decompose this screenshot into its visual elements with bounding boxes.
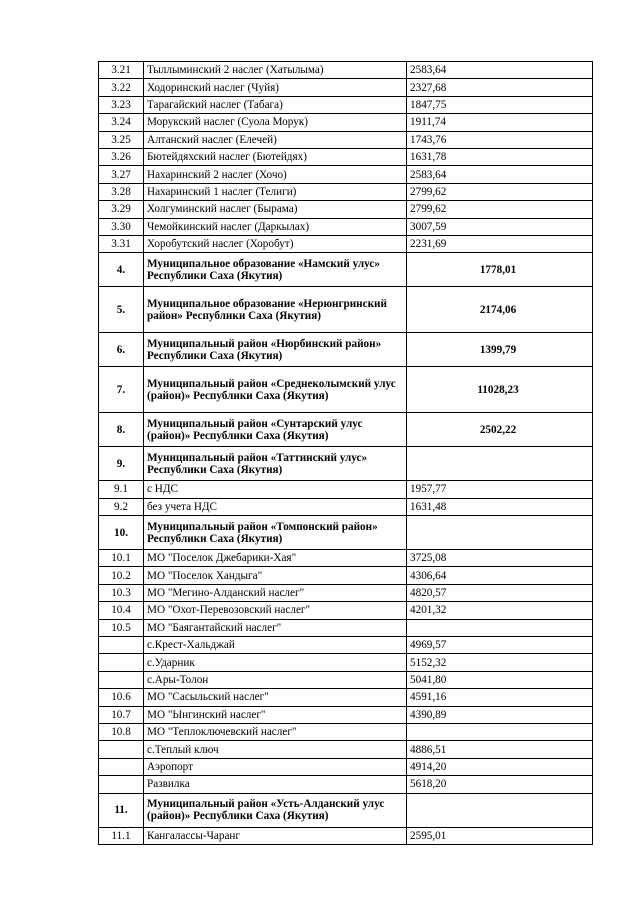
row-value: 1631,48 xyxy=(407,498,593,515)
row-number: 3.28 xyxy=(99,183,144,200)
row-value xyxy=(407,619,593,636)
row-name: МО "Теплоключевский наслег" xyxy=(144,723,407,740)
row-value: 2327,68 xyxy=(407,79,593,96)
row-value: 3007,59 xyxy=(407,218,593,235)
row-name: МО "Поселок Джебарики-Хая" xyxy=(144,550,407,567)
table-row xyxy=(99,619,593,636)
table-row xyxy=(99,516,593,550)
table-row xyxy=(99,706,593,723)
table-row xyxy=(99,333,593,367)
row-value: 2174,06 xyxy=(407,287,593,333)
table-row xyxy=(99,447,593,481)
table-row xyxy=(99,367,593,413)
tariff-table xyxy=(98,61,593,845)
row-value: 1847,75 xyxy=(407,96,593,113)
row-name: с.Теплый ключ xyxy=(144,741,407,758)
table-row xyxy=(99,131,593,148)
row-number xyxy=(99,776,144,793)
row-name: Муниципальный район «Усть-Алданский улус (район)» Республики Саха (Якутия) xyxy=(144,793,407,827)
row-name: Развилка xyxy=(144,776,407,793)
row-number: 3.26 xyxy=(99,148,144,165)
row-name: МО "Охот-Перевозовский наслег" xyxy=(144,602,407,619)
row-number xyxy=(99,637,144,654)
row-name: Тыллыминский 2 наслег (Хатылыма) xyxy=(144,62,407,79)
row-value: 1631,78 xyxy=(407,148,593,165)
row-value xyxy=(407,723,593,740)
row-number: 10.8 xyxy=(99,723,144,740)
row-name: Нахаринский 2 наслег (Хочо) xyxy=(144,166,407,183)
row-name: Кангалассы-Чаранг xyxy=(144,827,407,844)
row-number: 10.6 xyxy=(99,689,144,706)
row-value: 1743,76 xyxy=(407,131,593,148)
row-name: Хоробутский наслег (Хоробут) xyxy=(144,235,407,252)
table-row xyxy=(99,481,593,498)
row-number: 9. xyxy=(99,447,144,481)
row-name: с.Ударник xyxy=(144,654,407,671)
table-row xyxy=(99,637,593,654)
row-value xyxy=(407,516,593,550)
table-row xyxy=(99,114,593,131)
row-value: 4306,64 xyxy=(407,567,593,584)
row-value: 2595,01 xyxy=(407,827,593,844)
row-value: 4201,32 xyxy=(407,602,593,619)
row-number: 3.27 xyxy=(99,166,144,183)
row-name: Муниципальный район «Нюрбинский район» Республики Саха (Якутия) xyxy=(144,333,407,367)
row-name: МО "Мегино-Алданский наслег" xyxy=(144,584,407,601)
row-number: 9.1 xyxy=(99,481,144,498)
table-row xyxy=(99,602,593,619)
row-value: 1399,79 xyxy=(407,333,593,367)
row-name: Тарагайский наслег (Табага) xyxy=(144,96,407,113)
table-row xyxy=(99,776,593,793)
row-value: 2231,69 xyxy=(407,235,593,252)
table-body xyxy=(99,62,593,845)
row-name: Бютейдяхский наслег (Бютейдях) xyxy=(144,148,407,165)
row-value: 2799,62 xyxy=(407,201,593,218)
table-row xyxy=(99,148,593,165)
row-value: 2502,22 xyxy=(407,413,593,447)
row-name: с.Ары-Толон xyxy=(144,671,407,688)
row-value: 1957,77 xyxy=(407,481,593,498)
row-value: 2799,62 xyxy=(407,183,593,200)
table-row xyxy=(99,96,593,113)
row-name: Муниципальный район «Таттинский улус» Республики Саха (Якутия) xyxy=(144,447,407,481)
table-row xyxy=(99,793,593,827)
table-row xyxy=(99,235,593,252)
table-row xyxy=(99,550,593,567)
row-value: 3725,08 xyxy=(407,550,593,567)
row-number: 10.2 xyxy=(99,567,144,584)
row-value: 2583,64 xyxy=(407,166,593,183)
row-value xyxy=(407,447,593,481)
row-name: МО "Сасыльский наслег" xyxy=(144,689,407,706)
table-row xyxy=(99,166,593,183)
row-name: Чемойкинский наслег (Даркылах) xyxy=(144,218,407,235)
table-row xyxy=(99,741,593,758)
row-number xyxy=(99,654,144,671)
table-row xyxy=(99,218,593,235)
table-row xyxy=(99,723,593,740)
row-name: Муниципальный район «Томпонский район» Республики Саха (Якутия) xyxy=(144,516,407,550)
row-value: 1778,01 xyxy=(407,253,593,287)
row-number: 8. xyxy=(99,413,144,447)
table-row xyxy=(99,183,593,200)
row-number: 11.1 xyxy=(99,827,144,844)
row-number: 10.1 xyxy=(99,550,144,567)
row-value: 5152,32 xyxy=(407,654,593,671)
row-value: 4820,57 xyxy=(407,584,593,601)
row-value: 4390,89 xyxy=(407,706,593,723)
row-name: Муниципальный район «Среднеколымский улус (район)» Республики Саха (Якутия) xyxy=(144,367,407,413)
table-row xyxy=(99,79,593,96)
row-name: Аэропорт xyxy=(144,758,407,775)
row-name: Муниципальное образование «Намский улус» Республики Саха (Якутия) xyxy=(144,253,407,287)
row-name: Морукский наслег (Суола Морук) xyxy=(144,114,407,131)
row-number: 10.7 xyxy=(99,706,144,723)
row-number: 10.5 xyxy=(99,619,144,636)
row-number: 4. xyxy=(99,253,144,287)
row-name: МО "Ынгинский наслег" xyxy=(144,706,407,723)
row-name: МО "Поселок Хандыга" xyxy=(144,567,407,584)
row-number: 3.29 xyxy=(99,201,144,218)
row-number: 3.30 xyxy=(99,218,144,235)
row-name: Алтанский наслег (Елечей) xyxy=(144,131,407,148)
row-number: 5. xyxy=(99,287,144,333)
row-number: 3.31 xyxy=(99,235,144,252)
row-name: с.Крест-Хальджай xyxy=(144,637,407,654)
row-name: МО "Баягантайский наслег" xyxy=(144,619,407,636)
table-row xyxy=(99,827,593,844)
row-name: Холгуминский наслег (Бырама) xyxy=(144,201,407,218)
row-value: 4969,57 xyxy=(407,637,593,654)
row-number: 3.21 xyxy=(99,62,144,79)
row-number: 10.3 xyxy=(99,584,144,601)
row-value: 4914,20 xyxy=(407,758,593,775)
table-row xyxy=(99,287,593,333)
row-name: Нахаринский 1 наслег (Телиги) xyxy=(144,183,407,200)
table-row xyxy=(99,567,593,584)
row-value: 1911,74 xyxy=(407,114,593,131)
table-row xyxy=(99,498,593,515)
table-row xyxy=(99,62,593,79)
row-value: 4886,51 xyxy=(407,741,593,758)
row-number: 3.22 xyxy=(99,79,144,96)
row-value: 4591,16 xyxy=(407,689,593,706)
row-name: Ходоринский наслег (Чуйя) xyxy=(144,79,407,96)
row-number: 6. xyxy=(99,333,144,367)
row-number: 10. xyxy=(99,516,144,550)
row-name: без учета НДС xyxy=(144,498,407,515)
table-row xyxy=(99,654,593,671)
row-number: 3.23 xyxy=(99,96,144,113)
table-row xyxy=(99,413,593,447)
row-number: 3.24 xyxy=(99,114,144,131)
row-value: 5618,20 xyxy=(407,776,593,793)
row-value xyxy=(407,793,593,827)
row-name: Муниципальное образование «Нерюнгринский район» Республики Саха (Якутия) xyxy=(144,287,407,333)
row-number xyxy=(99,671,144,688)
row-number: 9.2 xyxy=(99,498,144,515)
row-number: 3.25 xyxy=(99,131,144,148)
row-number xyxy=(99,741,144,758)
row-name: с НДС xyxy=(144,481,407,498)
row-number: 10.4 xyxy=(99,602,144,619)
table-row xyxy=(99,201,593,218)
row-value: 2583,64 xyxy=(407,62,593,79)
row-number: 7. xyxy=(99,367,144,413)
row-name: Муниципальный район «Сунтарский улус (район)» Республики Саха (Якутия) xyxy=(144,413,407,447)
row-number xyxy=(99,758,144,775)
table-row xyxy=(99,689,593,706)
row-value: 5041,80 xyxy=(407,671,593,688)
table-row xyxy=(99,671,593,688)
row-number: 11. xyxy=(99,793,144,827)
table-row xyxy=(99,758,593,775)
table-row xyxy=(99,253,593,287)
row-value: 11028,23 xyxy=(407,367,593,413)
table-row xyxy=(99,584,593,601)
